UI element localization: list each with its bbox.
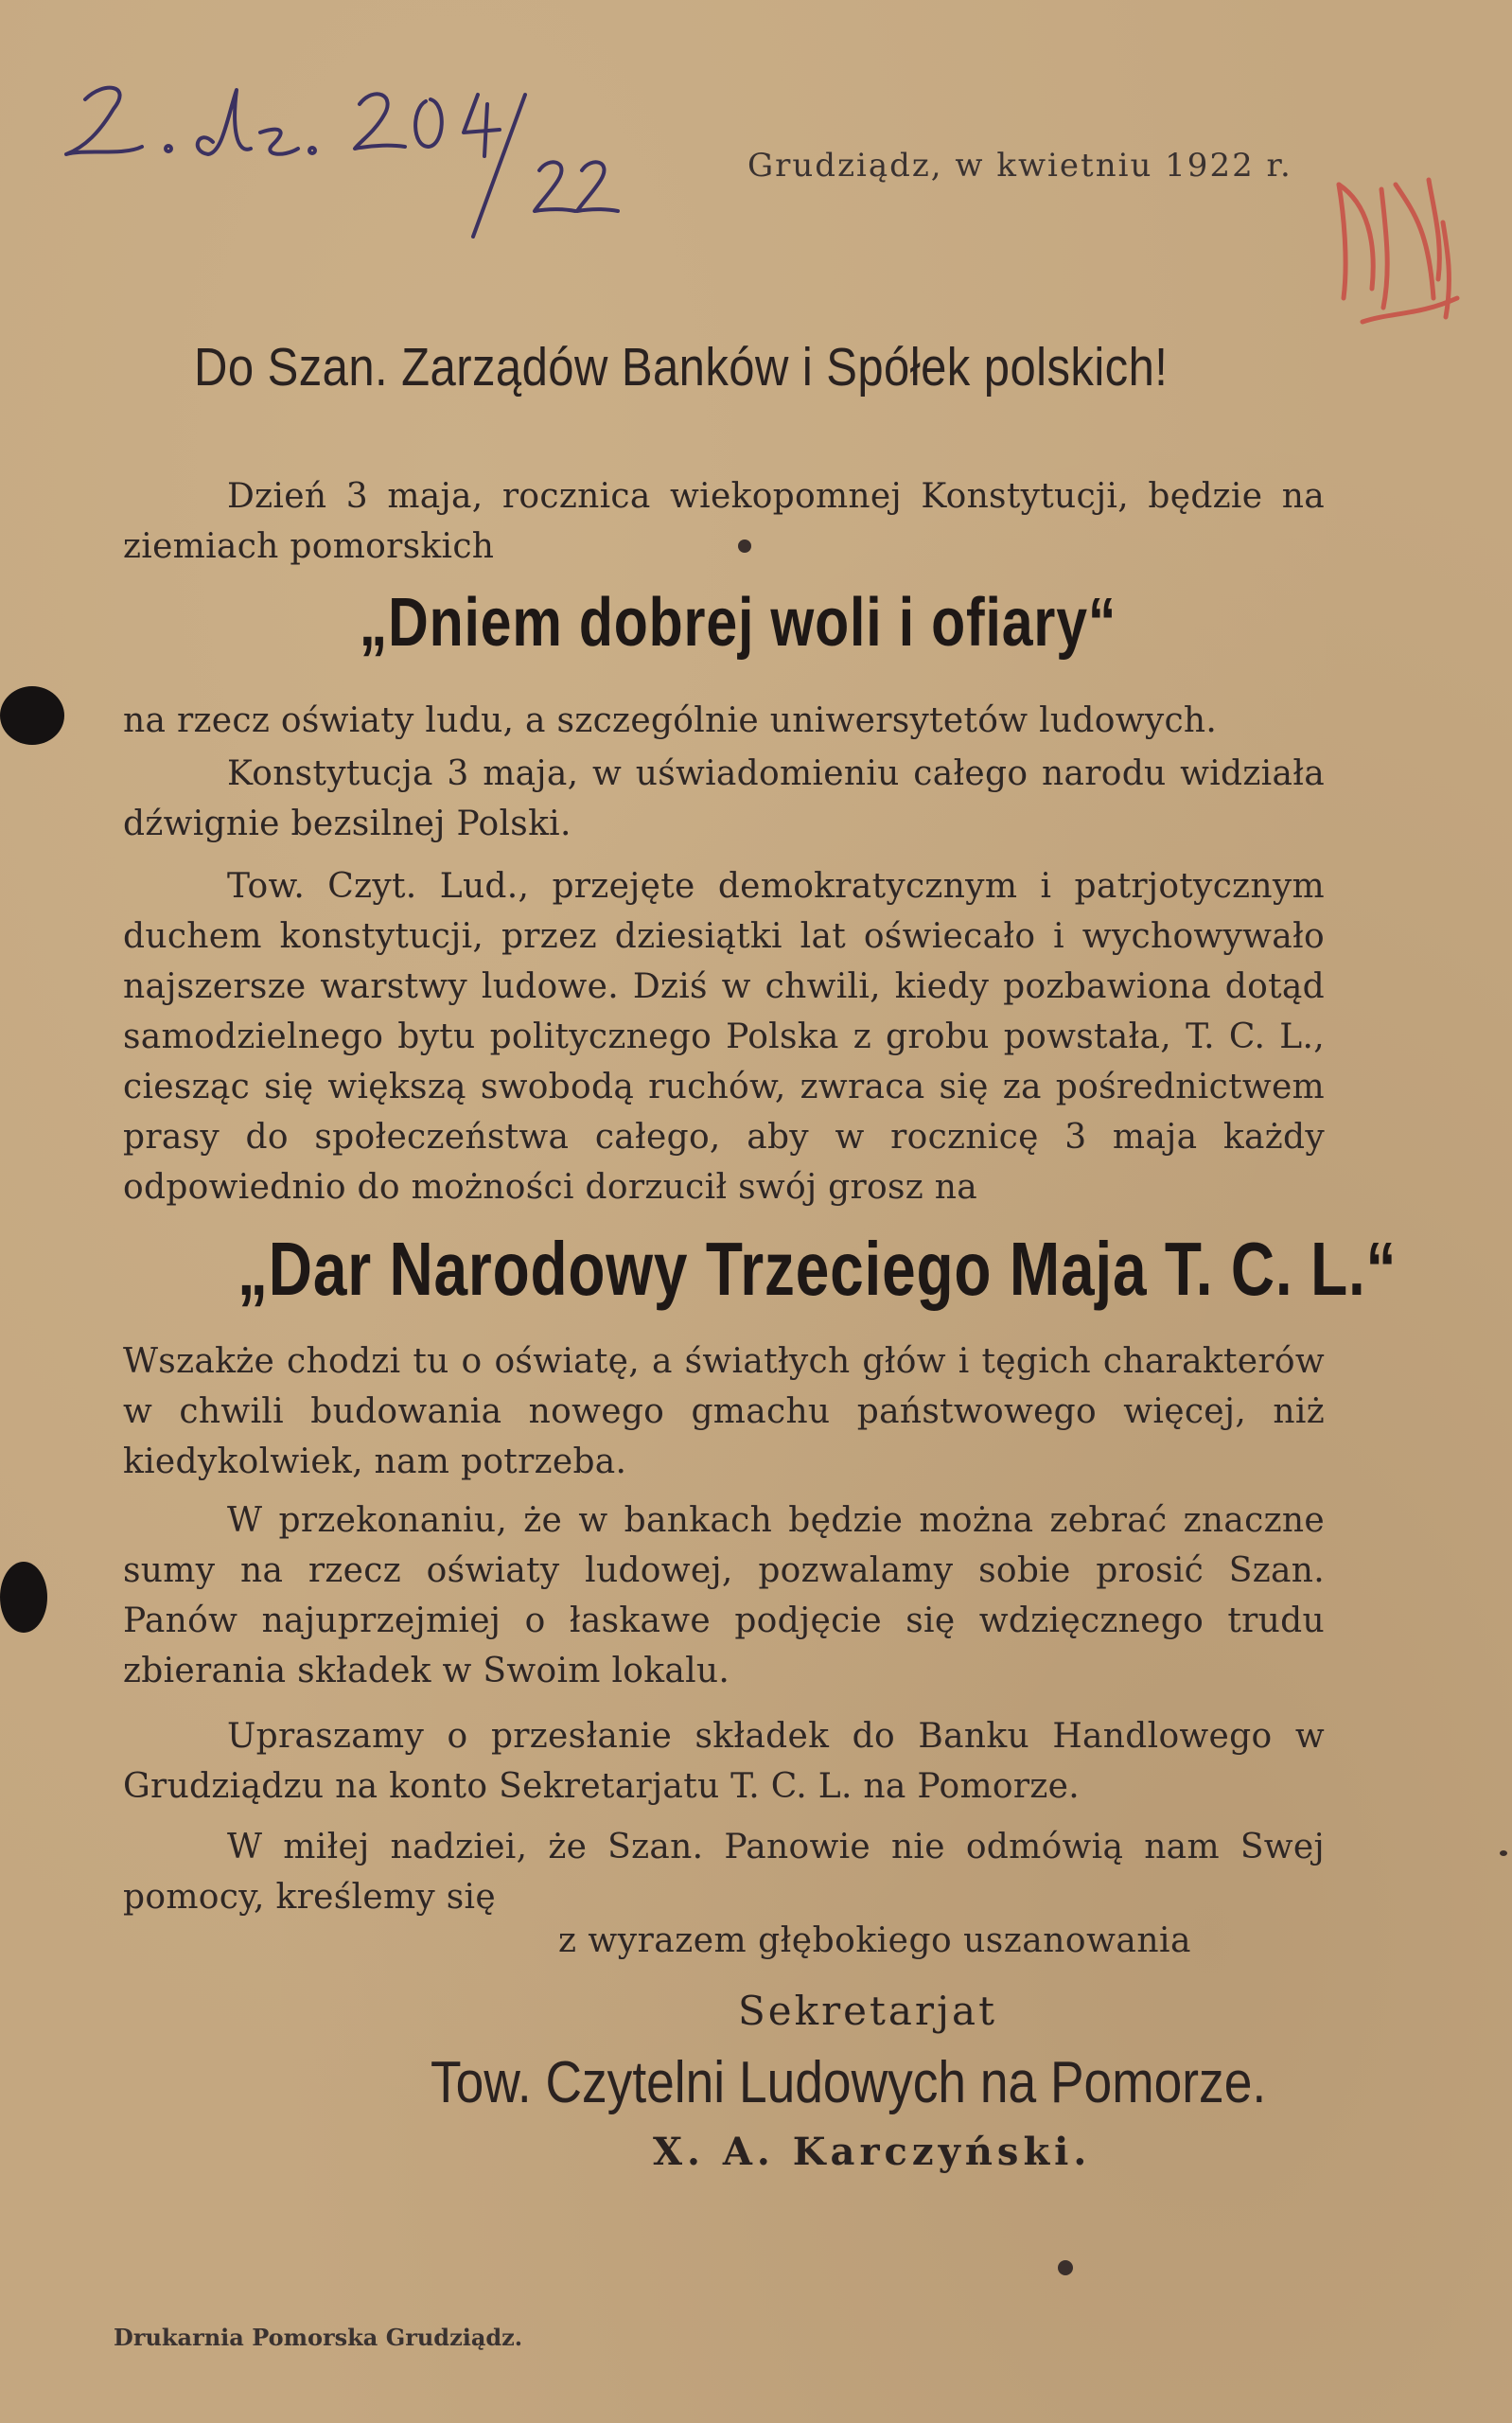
ink-speck [1058,2260,1073,2275]
addressee-heading: Do Szan. Zarządów Banków i Spółek polskich! [194,337,1169,398]
paragraph-6 [123,1495,1325,1696]
ink-speck [1500,1850,1507,1856]
paragraph-2: na rzecz oświaty ludu, a szczególnie uniwersytetów ludowych. [123,701,1218,740]
closing-formula: z wyrazem głębokiego uszanowania [558,1921,1192,1960]
slogan-title: „Dniem dobrej woli i ofiary“ [359,585,1117,661]
binding-hole-bottom [0,1562,47,1633]
fund-title: „Dar Narodowy Trzeciego Maja T. C. L.“ [237,1227,1398,1311]
paragraph-3 [123,749,1325,849]
paragraph-1 [123,471,1325,572]
paragraph-4 [123,861,1325,1212]
paragraph-8-text: W miłej nadziei, że Szan. Panowie nie odmówią nam Swej pomocy, kreślemy się [123,1828,1325,1917]
paragraph-5: Wszakże chodzi tu o oświatę, a światłych głów i tęgich charakterów w chwili budowania nowego gmachu państwowego więcej, niż kiedykolwiek, nam potrzeba. [123,1342,1325,1481]
red-archive-mark [1325,156,1467,345]
signature-org-line-2: Tow. Czytelni Ludowych na Pomorze. [431,2050,1267,2115]
printer-imprint: Drukarnia Pomorska Grudziądz. [114,2324,523,2351]
date-line: Grudziądz, w kwietniu 1922 r. [747,147,1292,185]
paragraph-4-text: Tow. Czyt. Lud., przejęte demokratycznym i patrjotycznym duchem konstytucji, przez dziesiątki lat oświecało i wychowywało najszersze warstwy ludowe. Dziś w chwili, kiedy pozbawiona dotąd samodzielnego bytu politycznego Polska z grobu powstała, T. C. L., ciesząc się większą swobodą ruchów, zwraca się za pośrednictwem prasy do społeczeństwa całego, aby w rocznicę 3 maja każdy odpowiednio do możności dorzucił swój grosz na [123,867,1325,1207]
ink-speck [738,539,751,553]
paragraph-1-text: Dzień 3 maja, rocznica wiekopomnej Konstytucji, będzie na ziemiach pomorskich [123,477,1325,566]
signer-name: X. A. Karczyński. [653,2130,1092,2174]
binding-hole-top [0,686,64,745]
handwritten-reference-note [47,43,634,241]
paragraph-3-text: Konstytucja 3 maja, w uświadomieniu całego narodu widziała dźwignie bezsilnej Polski. [123,754,1325,843]
paragraph-7 [123,1711,1325,1812]
signature-org-line-1: Sekretarjat [738,1988,997,2034]
paragraph-7-text: Upraszamy o przesłanie składek do Banku Handlowego w Grudziądzu na konto Sekretarjatu T. C. L. na Pomorze. [123,1717,1325,1806]
paragraph-8 [123,1822,1325,1922]
paragraph-6-text: W przekonaniu, że w bankach będzie można zebrać znaczne sumy na rzecz oświaty ludowej, pozwalamy sobie prosić Szan. Panów najuprzejmiej o łaskawe podjęcie się wdzięcznego trudu zbierania składek w Swoim lokalu. [123,1501,1325,1690]
